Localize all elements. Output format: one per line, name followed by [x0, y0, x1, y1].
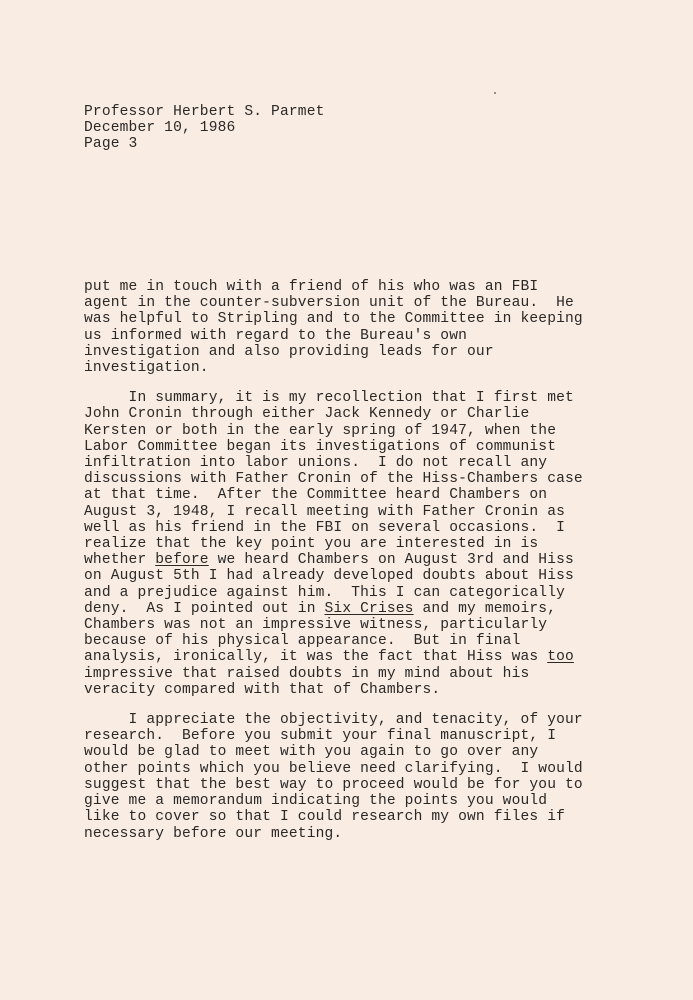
underlined-title-six-crises: Six Crises — [324, 600, 414, 617]
paragraph-2 — [84, 390, 654, 698]
page-number: Page 3 — [84, 136, 138, 153]
text-line-analysis — [84, 649, 654, 665]
text-line: In summary, it is my recollection that I first met — [84, 390, 574, 407]
text-line: realize that the key point you are interested in is — [84, 536, 539, 553]
recipient-name: Professor Herbert S. Parmet — [84, 104, 325, 120]
text-line: put me in touch with a friend of his who was an FBI — [84, 279, 539, 295]
text-line: on August 5th I had already developed doubts about Hiss — [84, 568, 574, 585]
text-fragment: deny. As I pointed out in — [84, 600, 325, 617]
text-line: research. Before you submit your final manuscript, I — [84, 728, 557, 745]
text-fragment: and my memoirs, — [413, 600, 557, 617]
underlined-word-before: before — [155, 552, 209, 569]
text-line: August 3, 1948, I recall meeting with Father Cronin as — [84, 503, 566, 520]
text-line: I appreciate the objectivity, and tenacity, of your — [84, 712, 583, 729]
text-line: veracity compared with that of Chambers. — [84, 681, 441, 698]
text-line: agent in the counter-subversion unit of the Bureau. He — [84, 295, 574, 312]
text-line: us informed with regard to the Bureau's own — [84, 327, 468, 344]
text-line: discussions with Father Cronin of the Hiss-Chambers case — [84, 471, 583, 488]
text-line: Chambers was not an impressive witness, particularly — [84, 617, 548, 634]
text-line: investigation. — [84, 360, 209, 377]
text-line: because of his physical appearance. But in final — [84, 633, 521, 650]
paper-speck — [494, 92, 496, 94]
text-fragment: we heard Chambers on August 3rd and Hiss — [208, 552, 574, 569]
text-line: other points which you believe need clarifying. I would — [84, 760, 583, 777]
text-line: Labor Committee began its investigations of communist — [84, 438, 557, 455]
text-line: infiltration into labor unions. I do not recall any — [84, 455, 548, 472]
letter-header — [84, 104, 325, 153]
text-line: like to cover so that I could research my own files if — [84, 809, 566, 826]
text-line: well as his friend in the FBI on several occasions. I — [84, 519, 566, 536]
paragraph-3 — [84, 712, 654, 842]
text-line: John Cronin through either Jack Kennedy or Charlie — [84, 406, 530, 423]
text-line: necessary before our meeting. — [84, 825, 343, 842]
text-line: was helpful to Stripling and to the Committee in keeping — [84, 311, 583, 328]
letter-date: December 10, 1986 — [84, 120, 236, 137]
text-line: would be glad to meet with you again to go over any — [84, 744, 539, 761]
letter-body — [84, 279, 654, 856]
text-fragment: whether — [84, 552, 156, 569]
text-line-deny — [84, 601, 654, 617]
text-line: impressive that raised doubts in my mind about his — [84, 665, 530, 682]
text-fragment: analysis, ironically, it was the fact that Hiss was — [84, 649, 548, 666]
paragraph-1 — [84, 279, 654, 376]
text-line: and a prejudice against him. This I can categorically — [84, 584, 566, 601]
text-line-whether — [84, 552, 654, 568]
text-line: give me a memorandum indicating the points you would — [84, 793, 548, 810]
underlined-word-too: too — [547, 649, 574, 666]
text-line: suggest that the best way to proceed would be for you to — [84, 776, 583, 793]
text-line: at that time. After the Committee heard Chambers on — [84, 487, 548, 504]
text-line: Kersten or both in the early spring of 1947, when the — [84, 422, 557, 439]
text-line: investigation and also providing leads for our — [84, 343, 494, 360]
